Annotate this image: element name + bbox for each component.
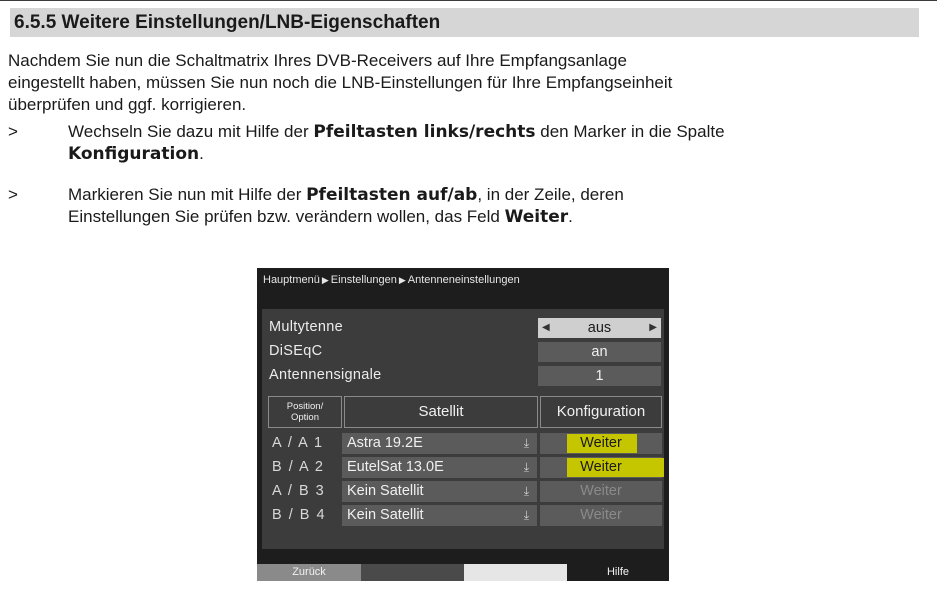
row-position: A / B 3 xyxy=(272,483,326,499)
step-marker: > xyxy=(8,122,18,141)
intro-line-1: Nachdem Sie nun die Schaltmatrix Ihres DVB-Receivers auf Ihre Empfangsanlage xyxy=(8,51,627,70)
satellite-name: Astra 19.2E xyxy=(347,435,423,451)
download-icon: ⤓ xyxy=(523,508,529,522)
setting-select-multytenne[interactable] xyxy=(538,318,661,338)
table-row xyxy=(262,481,664,502)
row-position: A / A 1 xyxy=(272,435,324,451)
satellite-select[interactable] xyxy=(342,505,537,526)
download-icon: ⤓ xyxy=(523,460,529,474)
receiver-menu-screenshot xyxy=(257,268,669,581)
setting-value-diseqc[interactable]: an xyxy=(538,342,661,362)
arrow-right-icon[interactable]: ▶ xyxy=(649,322,657,333)
step-1-target: Konfiguration xyxy=(68,144,200,164)
column-header-position-line2: Option xyxy=(291,412,319,423)
intro-line-2: eingestellt haben, müssen Sie nun noch die LNB-Einstellungen für Ihre Empfangseinheit xyxy=(8,73,673,92)
setting-label-multytenne: Multytenne xyxy=(269,319,343,335)
red-key-back[interactable]: Zurück xyxy=(257,564,361,581)
setting-value-antennensignale[interactable]: 1 xyxy=(538,366,661,386)
step-2-key: Pfeiltasten auf/ab xyxy=(306,185,478,205)
config-next-button[interactable]: Weiter xyxy=(580,459,622,475)
satellite-select[interactable] xyxy=(342,481,537,502)
config-cell xyxy=(540,457,662,478)
section-title: 6.5.5 Weitere Einstellungen/LNB-Eigenschaften xyxy=(14,12,441,33)
breadcrumb-item[interactable]: Antenneneinstellungen xyxy=(407,274,520,286)
step-2-text-a: Markieren Sie nun mit Hilfe der xyxy=(68,185,307,204)
intro-paragraph xyxy=(8,50,923,116)
step-1-end: . xyxy=(199,144,204,163)
step-1-text-b: den Marker in die Spalte xyxy=(535,122,725,141)
config-cell xyxy=(540,433,662,454)
column-header-config: Konfiguration xyxy=(540,396,662,428)
yellow-key[interactable] xyxy=(464,564,567,581)
setting-value-multytenne: aus xyxy=(587,320,612,336)
table-row xyxy=(262,433,664,454)
step-2-text-b: , in der Zeile, deren xyxy=(477,185,624,204)
row-position: B / B 4 xyxy=(272,507,327,523)
arrow-left-icon[interactable]: ◀ xyxy=(542,322,550,333)
section-heading-bar xyxy=(10,8,919,37)
config-next-button[interactable]: Weiter xyxy=(580,435,622,451)
breadcrumb-arrow-icon: ▶ xyxy=(321,275,329,285)
satellite-name: EutelSat 13.0E xyxy=(347,459,444,475)
breadcrumb-item[interactable]: Hauptmenü xyxy=(263,274,320,286)
setting-label-diseqc: DiSEqC xyxy=(269,343,323,359)
step-2-target: Weiter xyxy=(504,207,569,227)
table-row xyxy=(262,505,664,526)
step-1 xyxy=(8,121,928,171)
download-icon: ⤓ xyxy=(523,484,529,498)
step-2-end: . xyxy=(568,207,573,226)
satellite-select[interactable] xyxy=(342,433,537,454)
satellite-select[interactable] xyxy=(342,457,537,478)
config-next-button-disabled: Weiter xyxy=(540,505,662,526)
antenna-settings-panel xyxy=(262,309,664,549)
top-rule xyxy=(0,0,937,1)
setting-label-antennensignale: Antennensignale xyxy=(269,367,382,383)
step-2 xyxy=(8,184,928,234)
breadcrumb-arrow-icon: ▶ xyxy=(398,275,406,285)
config-next-button-disabled: Weiter xyxy=(540,481,662,502)
satellite-name: Kein Satellit xyxy=(347,483,424,499)
intro-line-3: überprüfen und ggf. korrigieren. xyxy=(8,95,247,114)
download-icon: ⤓ xyxy=(523,436,529,450)
blue-key-help[interactable]: Hilfe xyxy=(567,564,669,581)
breadcrumb xyxy=(263,274,520,286)
satellite-name: Kein Satellit xyxy=(347,507,424,523)
step-2-text-c: Einstellungen Sie prüfen bzw. verändern wollen, das Feld xyxy=(68,207,505,226)
step-marker: > xyxy=(8,185,18,204)
step-1-text-a: Wechseln Sie dazu mit Hilfe der xyxy=(68,122,314,141)
column-header-position xyxy=(268,396,342,428)
breadcrumb-item[interactable]: Einstellungen xyxy=(330,274,397,286)
column-header-position-line1: Position/ xyxy=(286,401,324,412)
green-key[interactable] xyxy=(361,564,464,581)
column-header-satellite: Satellit xyxy=(344,396,538,428)
step-1-key: Pfeiltasten links/rechts xyxy=(313,122,536,142)
row-position: B / A 2 xyxy=(272,459,325,475)
color-key-bar xyxy=(257,564,669,581)
table-row xyxy=(262,457,664,478)
